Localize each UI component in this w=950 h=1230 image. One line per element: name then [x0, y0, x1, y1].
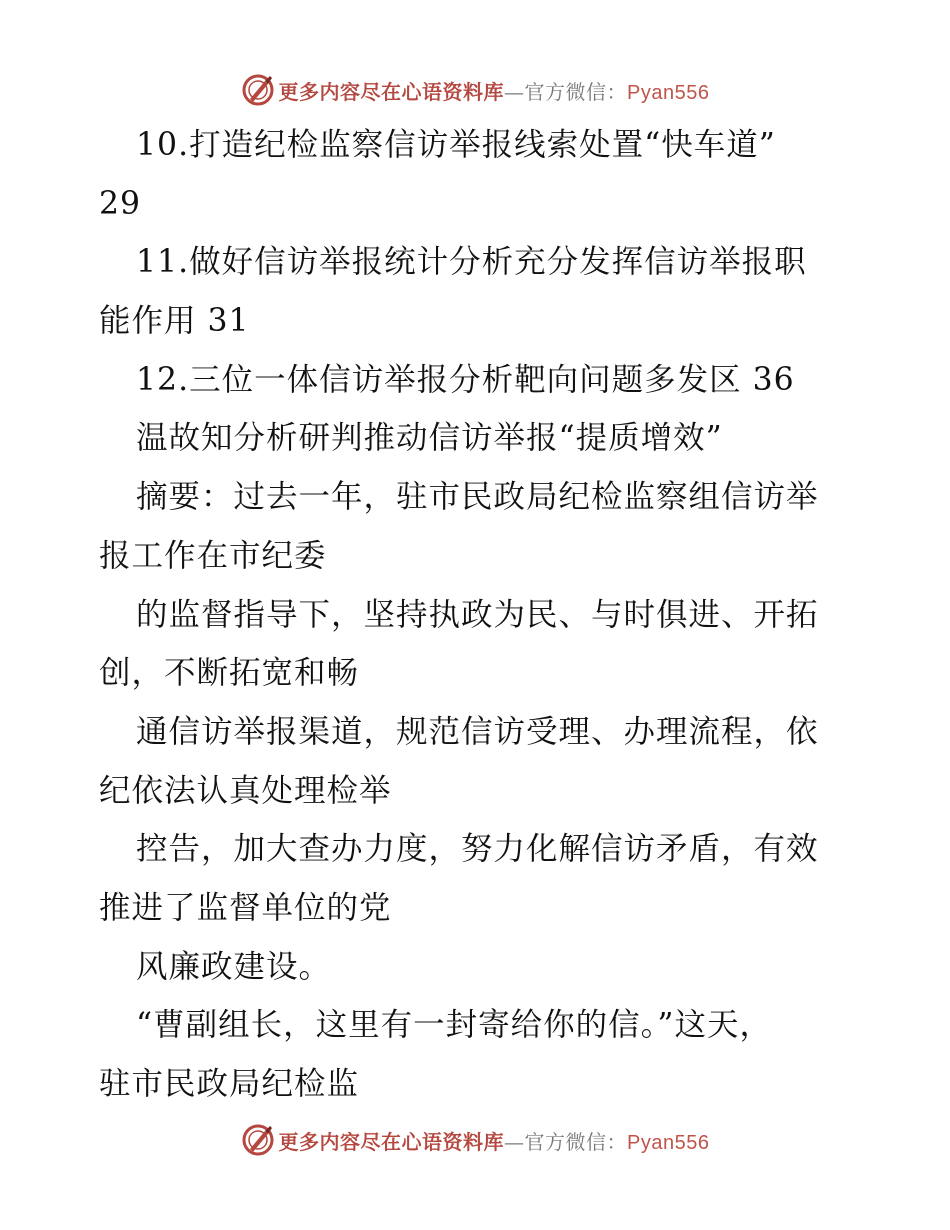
document-body [99, 116, 859, 1114]
paragraph-line: 风廉政建设。 [136, 948, 332, 985]
header-dash: — [504, 79, 525, 104]
paragraph-line: 的监督指导下，坚持执政为民、与时俱进、开拓 [136, 596, 819, 633]
header-text [279, 76, 710, 105]
pen-logo-icon [241, 73, 275, 107]
footer-wechat-id: Pyan556 [627, 1131, 710, 1154]
header-wechat-id: Pyan556 [627, 81, 710, 104]
paragraph-line: “曹副组长，这里有一封寄给你的信。”这天， [136, 1007, 772, 1044]
paragraph-line: 控告，加大查办力度，努力化解信访矛盾，有效 [136, 831, 819, 868]
header-banner [0, 70, 950, 110]
paragraph-line: 摘要：过去一年，驻市民政局纪检监察组信访举 [136, 479, 819, 516]
toc-line: 能作用 31 [99, 303, 250, 340]
paragraph-line: 纪依法认真处理检举 [99, 772, 392, 809]
footer-lead-text: 更多内容尽在心语资料库 [278, 1129, 505, 1154]
paragraph-line: 报工作在市纪委 [99, 537, 327, 574]
toc-line: 11.做好信访举报统计分析充分发挥信访举报职 [136, 244, 807, 281]
footer-banner [0, 1120, 950, 1160]
footer-text [279, 1126, 710, 1155]
toc-line: 29 [99, 185, 142, 222]
pen-logo-icon [241, 1123, 275, 1157]
paragraph-line: 驻市民政局纪检监 [99, 1066, 360, 1102]
paragraph-line: 推进了监督单位的党 [99, 889, 392, 926]
paragraph-line: 创，不断拓宽和畅 [99, 655, 360, 692]
article-title: 温故知分析研判推动信访举报“提质增效” [136, 420, 723, 457]
header-lead-text: 更多内容尽在心语资料库 [278, 79, 505, 104]
footer-dash: — [504, 1129, 525, 1154]
toc-line: 12.三位一体信访举报分析靶向问题多发区 36 [136, 361, 795, 398]
footer-wechat-label: 官方微信： [524, 1129, 628, 1154]
header-wechat-label: 官方微信： [524, 79, 628, 104]
toc-line: 10.打造纪检监察信访举报线索处置“快车道” [136, 127, 776, 163]
paragraph-line: 通信访举报渠道，规范信访受理、办理流程，依 [136, 713, 819, 750]
